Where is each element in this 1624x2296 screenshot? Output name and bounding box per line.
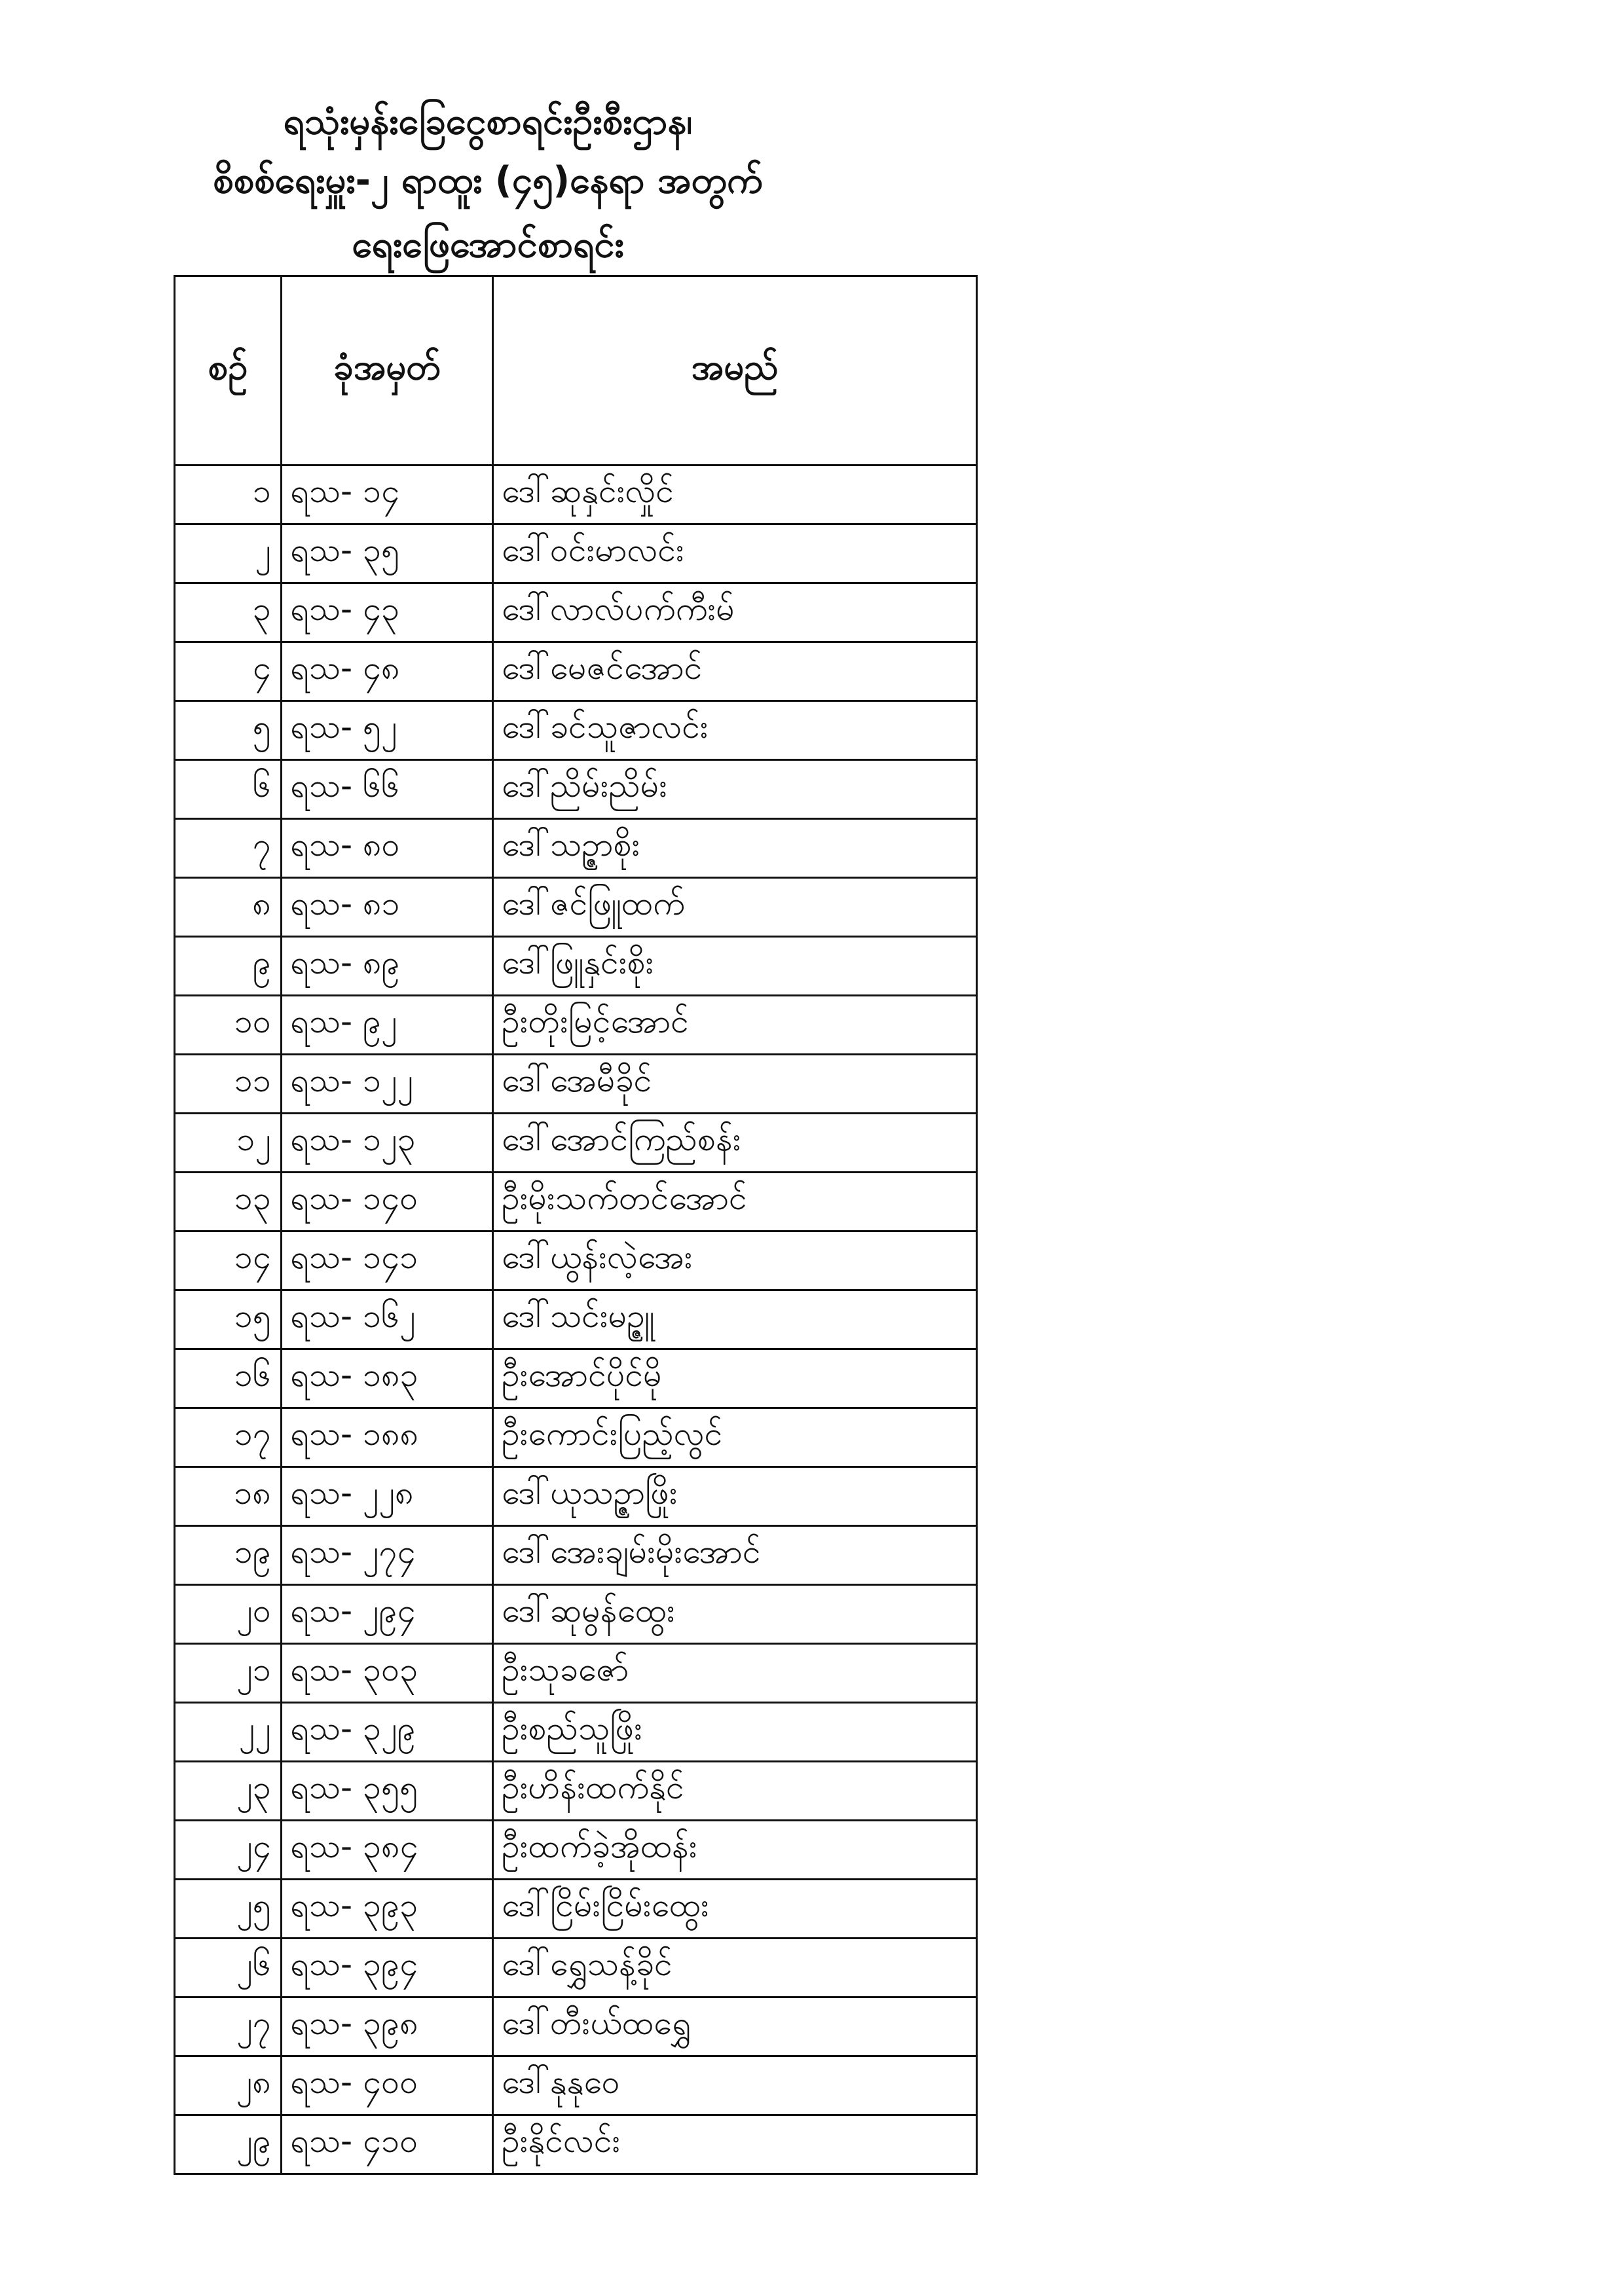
candidate-name: ဒေါ်အေးချမ်းမိုးအောင် <box>493 1526 977 1585</box>
candidate-name: ဒေါ်အောင်ကြည်စန်း <box>493 1114 977 1173</box>
table-row <box>175 2115 977 2174</box>
seat-number: ရသ- ၈၉ <box>282 937 493 996</box>
candidate-name: ဦးနိုင်လင်း <box>493 2115 977 2174</box>
seat-number: ရသ- ၈၁ <box>282 878 493 937</box>
seat-number: ရသ- ၄၀၀ <box>282 2056 493 2115</box>
seat-number: ရသ- ၂၂၈ <box>282 1467 493 1526</box>
seat-number: ရသ- ၈၀ <box>282 819 493 878</box>
table-row <box>175 760 977 819</box>
row-number: ၁၇ <box>175 1408 282 1467</box>
candidate-name: ဒေါ်ညိမ်းညိမ်း <box>493 760 977 819</box>
row-number: ၂၇ <box>175 1997 282 2056</box>
row-number: ၂၈ <box>175 2056 282 2115</box>
candidate-name: ဒေါ်ယုသဉ္ဇာဖြိုး <box>493 1467 977 1526</box>
row-number: ၁၉ <box>175 1526 282 1585</box>
candidate-name: ဒေါ်နုနုဝေ <box>493 2056 977 2115</box>
row-number: ၁၁ <box>175 1055 282 1114</box>
row-number: ၆ <box>175 760 282 819</box>
seat-number: ရသ- ၃၉၃ <box>282 1880 493 1939</box>
table-row <box>175 1231 977 1290</box>
candidate-name: ဒေါ်ဆုမွန်ထွေး <box>493 1585 977 1644</box>
seat-number: ရသ- ၁၆၂ <box>282 1290 493 1349</box>
table-row <box>175 1408 977 1467</box>
candidate-name: ဦးဟိန်းထက်နိုင် <box>493 1762 977 1821</box>
table-row <box>175 1762 977 1821</box>
table-row <box>175 1821 977 1880</box>
row-number: ၂၄ <box>175 1821 282 1880</box>
row-number: ၁၂ <box>175 1114 282 1173</box>
candidate-name: ဒေါ်ဝင်းမာလင်း <box>493 524 977 583</box>
candidate-name: ဒေါ်သင်းမဥ္ဇူ <box>493 1290 977 1349</box>
seat-number: ရသ- ၉၂ <box>282 996 493 1055</box>
row-number: ၂ <box>175 524 282 583</box>
row-number: ၂၉ <box>175 2115 282 2174</box>
row-number: ၁၀ <box>175 996 282 1055</box>
table-row <box>175 1644 977 1703</box>
candidate-name: ဒေါ်ရွှေသန့်ခိုင် <box>493 1939 977 1997</box>
table-row <box>175 701 977 760</box>
row-number: ၉ <box>175 937 282 996</box>
seat-number: ရသ- ၃၉၄ <box>282 1939 493 1997</box>
results-table <box>174 275 978 2175</box>
table-row <box>175 465 977 524</box>
candidate-name: ဒေါ်ခင်သူဇာလင်း <box>493 701 977 760</box>
table-row <box>175 937 977 996</box>
row-number: ၁၈ <box>175 1467 282 1526</box>
seat-number: ရသ- ၄၃ <box>282 583 493 642</box>
table-row <box>175 1585 977 1644</box>
row-number: ၃ <box>175 583 282 642</box>
candidate-name: ဒေါ်ဖြူနှင်းစိုး <box>493 937 977 996</box>
table-row <box>175 1880 977 1939</box>
row-number: ၈ <box>175 878 282 937</box>
column-header-no: စဉ် <box>175 276 282 465</box>
seat-number: ရသ- ၄၁၀ <box>282 2115 493 2174</box>
seat-number: ရသ- ၁၄၁ <box>282 1231 493 1290</box>
table-row <box>175 583 977 642</box>
seat-number: ရသ- ၁၄၀ <box>282 1173 493 1231</box>
seat-number: ရသ- ၁၈၃ <box>282 1349 493 1408</box>
row-number: ၂၅ <box>175 1880 282 1939</box>
candidate-name: ဦးသုခဇော် <box>493 1644 977 1703</box>
table-row <box>175 1703 977 1762</box>
row-number: ၂၆ <box>175 1939 282 1997</box>
table-row <box>175 642 977 701</box>
table-row <box>175 1290 977 1349</box>
row-number: ၁ <box>175 465 282 524</box>
seat-number: ရသ- ၁၂၂ <box>282 1055 493 1114</box>
table-row <box>175 2056 977 2115</box>
row-number: ၁၃ <box>175 1173 282 1231</box>
header-line-2: စိစစ်ရေးမှူး-၂ ရာထူး (၄၅)နေရာ အတွက် <box>213 159 763 202</box>
seat-number: ရသ- ၂၇၄ <box>282 1526 493 1585</box>
candidate-name: ဒေါ်ငြိမ်းငြိမ်းထွေး <box>493 1880 977 1939</box>
candidate-name: ဒေါ်သဉ္ဇာစိုး <box>493 819 977 878</box>
row-number: ၂၂ <box>175 1703 282 1762</box>
seat-number: ရသ- ၃၂၉ <box>282 1703 493 1762</box>
table-row <box>175 1055 977 1114</box>
table-row <box>175 1173 977 1231</box>
row-number: ၁၆ <box>175 1349 282 1408</box>
seat-number: ရသ- ၃၅၅ <box>282 1762 493 1821</box>
seat-number: ရသ- ၂၉၄ <box>282 1585 493 1644</box>
seat-number: ရသ- ၃၀၃ <box>282 1644 493 1703</box>
candidate-name: ဒေါ်အေမီခိုင် <box>493 1055 977 1114</box>
header-line-1: ရသုံးမှန်းခြေငွေစာရင်းဦးစီးဌာန၊ <box>283 100 693 143</box>
row-number: ၁၄ <box>175 1231 282 1290</box>
row-number: ၁၅ <box>175 1290 282 1349</box>
table-row <box>175 524 977 583</box>
row-number: ၄ <box>175 642 282 701</box>
candidate-name: ဦးကောင်းပြည့်လွင် <box>493 1408 977 1467</box>
table-row <box>175 1114 977 1173</box>
table-row <box>175 996 977 1055</box>
table-row <box>175 1939 977 1997</box>
seat-number: ရသ- ၃၅ <box>282 524 493 583</box>
seat-number: ရသ- ၆၆ <box>282 760 493 819</box>
table-row <box>175 1526 977 1585</box>
row-number: ၂၁ <box>175 1644 282 1703</box>
row-number: ၂၃ <box>175 1762 282 1821</box>
row-number: ၅ <box>175 701 282 760</box>
candidate-name: ဒေါ်ဆုနှင်းလှိုင် <box>493 465 977 524</box>
candidate-name: ဦးမိုးသက်တင်အောင် <box>493 1173 977 1231</box>
table-header-row <box>175 276 977 465</box>
candidate-name: ဒေါ်တီးယ်ထရွှေ <box>493 1997 977 2056</box>
column-header-seat-number: ခုံအမှတ် <box>282 276 493 465</box>
table-row <box>175 878 977 937</box>
table-row <box>175 819 977 878</box>
table-row <box>175 1997 977 2056</box>
seat-number: ရသ- ၃၈၄ <box>282 1821 493 1880</box>
candidate-name: ဒေါ်ယွန်းလဲ့အေး <box>493 1231 977 1290</box>
candidate-name: ဦးတိုးမြင့်အောင် <box>493 996 977 1055</box>
table-row <box>175 1467 977 1526</box>
row-number: ၂၀ <box>175 1585 282 1644</box>
seat-number: ရသ- ၁၈၈ <box>282 1408 493 1467</box>
candidate-name: ဒေါ်ဇင်ဖြူထက် <box>493 878 977 937</box>
candidate-name: ဦးထက်ခဲ့အိုထန်း <box>493 1821 977 1880</box>
seat-number: ရသ- ၃၉၈ <box>282 1997 493 2056</box>
seat-number: ရသ- ၄၈ <box>282 642 493 701</box>
candidate-name: ဦးစည်သူဖြိုး <box>493 1703 977 1762</box>
seat-number: ရသ- ၁၄ <box>282 465 493 524</box>
seat-number: ရသ- ၅၂ <box>282 701 493 760</box>
column-header-name: အမည် <box>493 276 977 465</box>
header-line-3: ရေးဖြေအောင်စာရင်း <box>352 223 624 266</box>
candidate-name: ဒေါ်မေဇင်အောင် <box>493 642 977 701</box>
seat-number: ရသ- ၁၂၃ <box>282 1114 493 1173</box>
candidate-name: ဦးအောင်ပိုင်မို <box>493 1349 977 1408</box>
row-number: ၇ <box>175 819 282 878</box>
table-row <box>175 1349 977 1408</box>
candidate-name: ဒေါ်လာလ်ပက်ကီးမ် <box>493 583 977 642</box>
